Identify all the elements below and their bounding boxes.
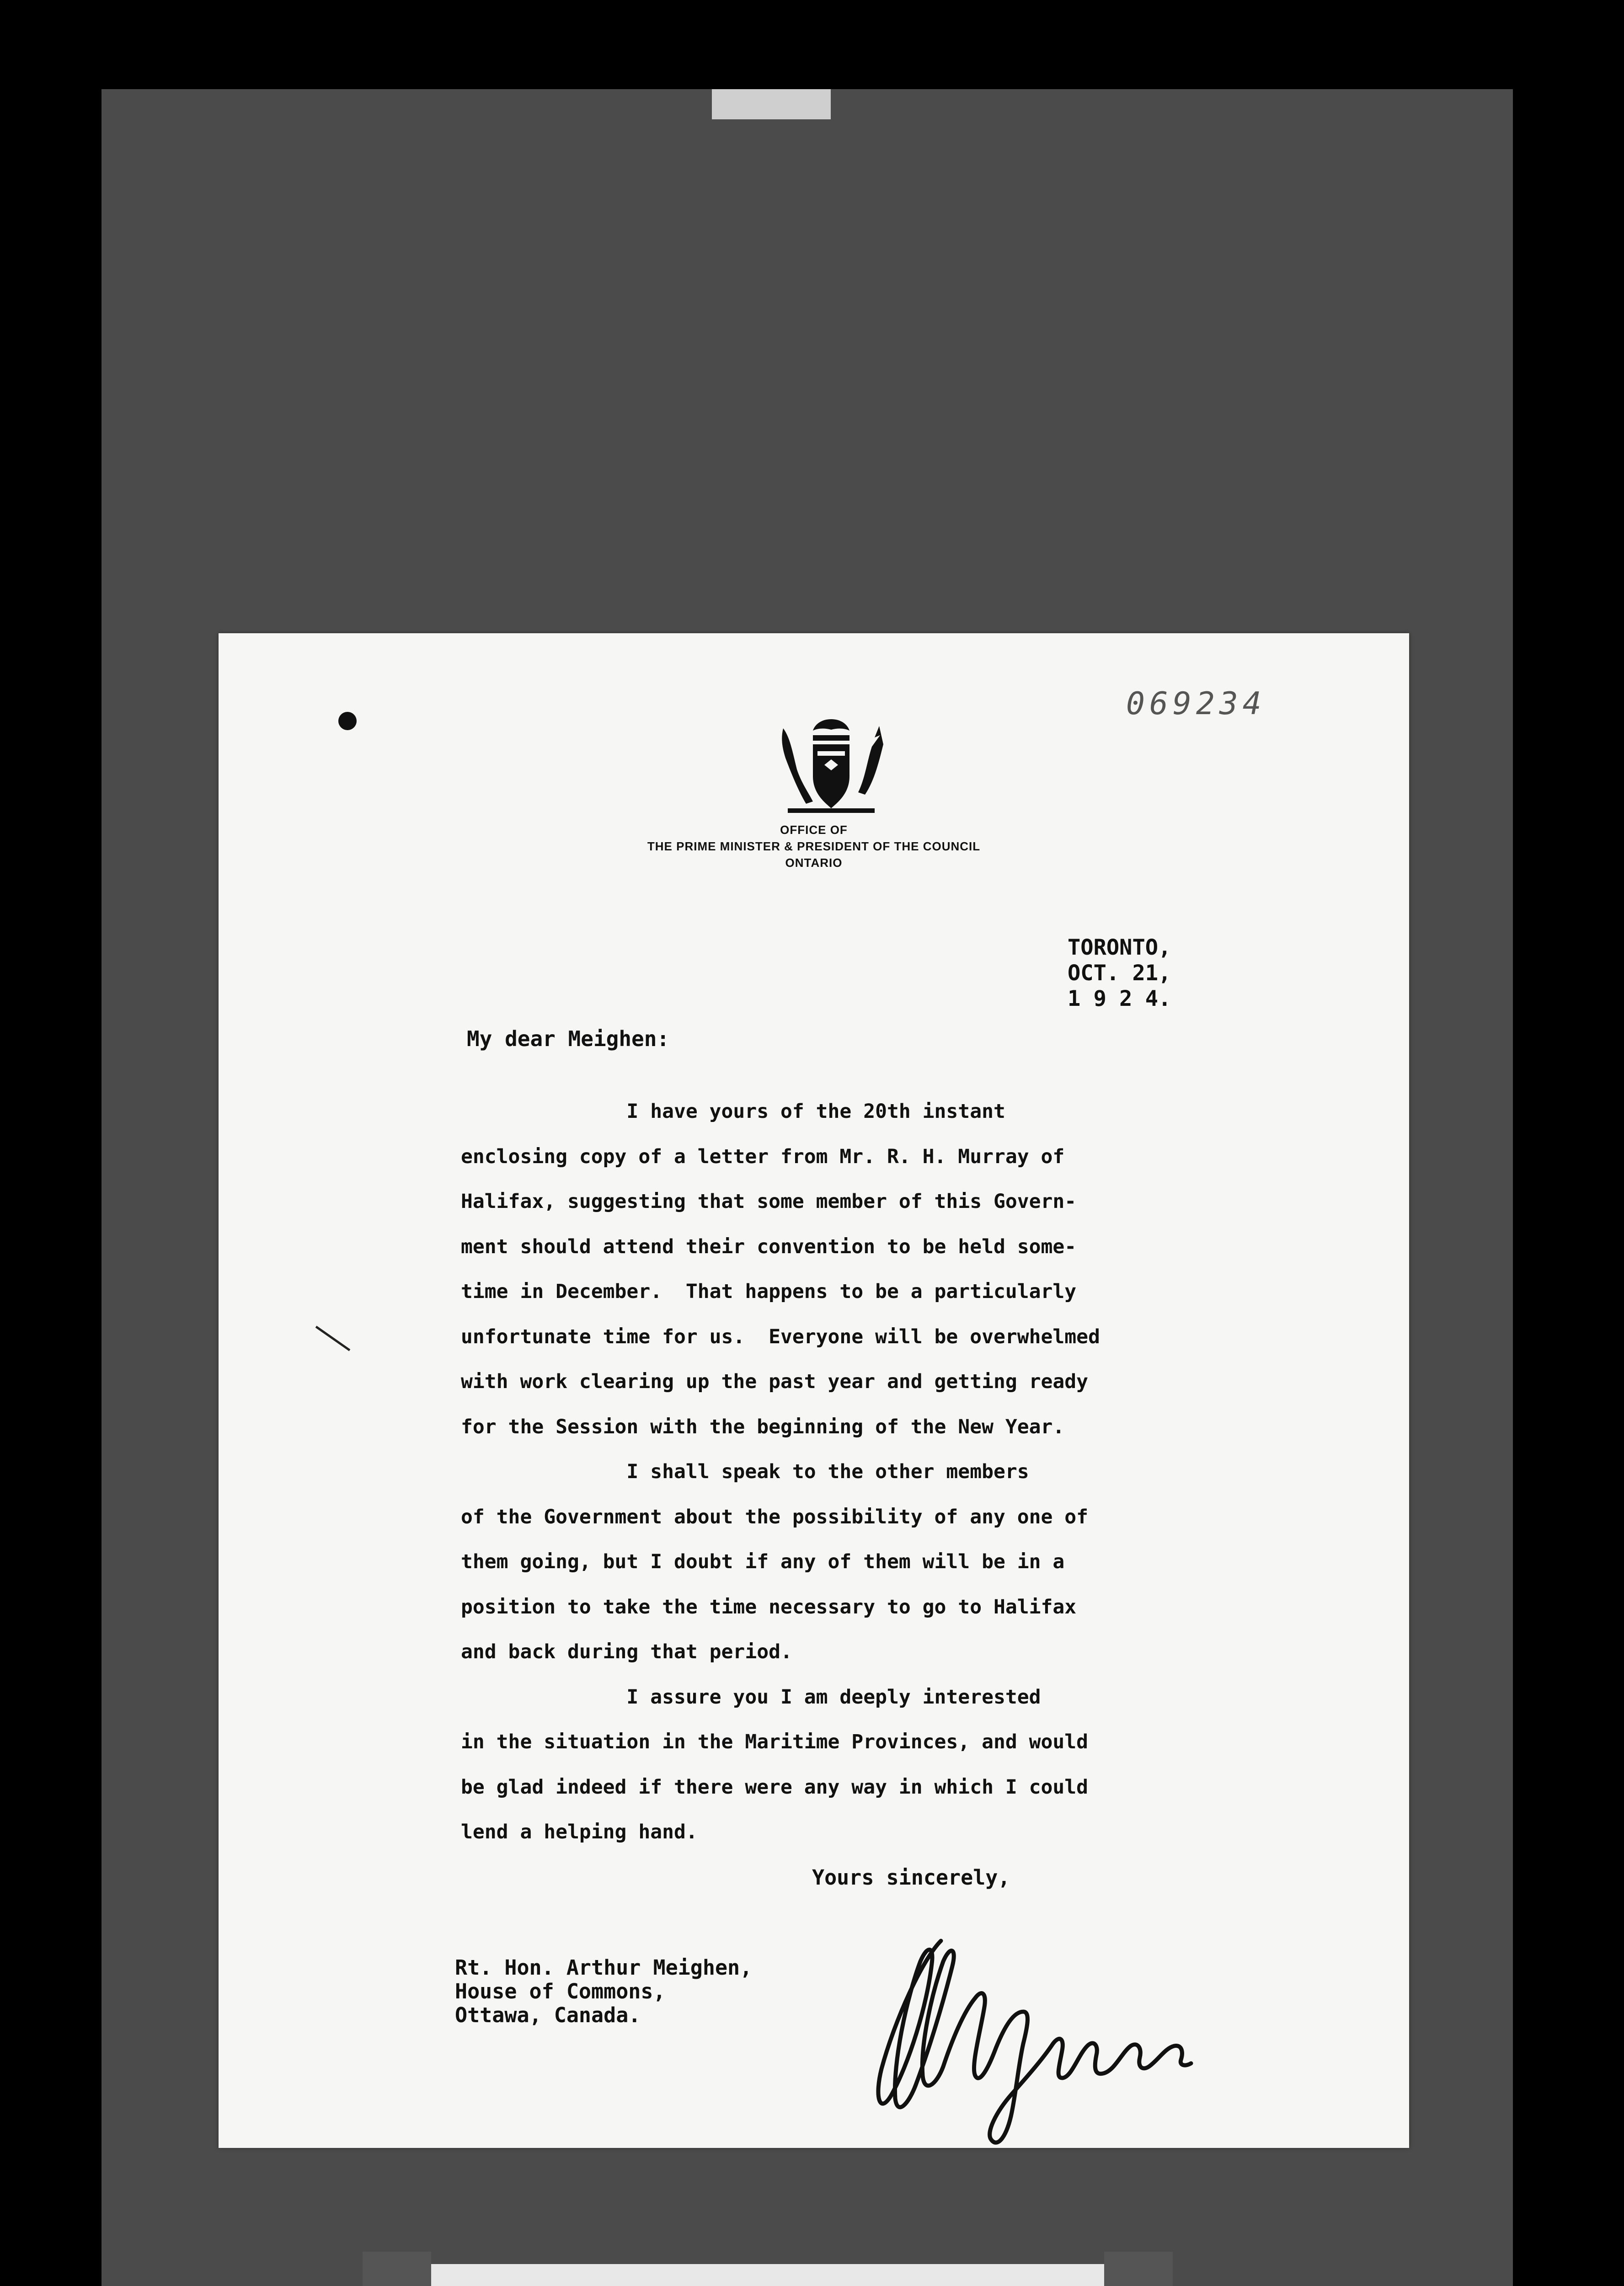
body-line: I assure you I am deeply interested	[461, 1685, 1041, 1709]
handwritten-signature	[831, 1909, 1311, 2147]
mount-clip-left	[363, 2252, 431, 2286]
body-line: in the situation in the Maritime Provinces, and would	[461, 1731, 1089, 1753]
body-line: Halifax, suggesting that some member of this Govern-	[461, 1190, 1077, 1213]
body-line: enclosing copy of a letter from Mr. R. H. Murray of	[461, 1145, 1065, 1168]
body-line: for the Session with the beginning of the New Year.	[461, 1415, 1065, 1438]
body-line: I have yours of the 20th instant	[461, 1100, 1005, 1123]
mount-clip-right	[1104, 2252, 1173, 2286]
body-line: of the Government about the possibility of any one of	[461, 1505, 1089, 1528]
body-line: unfortunate time for us. Everyone will be overwhelmed	[461, 1325, 1100, 1348]
series-label-strip	[431, 2264, 1104, 2286]
date-block	[1068, 935, 1171, 1012]
coat-of-arms-icon	[769, 715, 893, 820]
body-line: with work clearing up the past year and getting ready	[461, 1370, 1089, 1393]
letter-page	[219, 633, 1409, 2148]
address-line: Ottawa, Canada.	[455, 2003, 641, 2027]
archive-number-stamp: 069234	[1126, 686, 1266, 722]
place: TORONTO,	[1068, 935, 1171, 960]
body-line: and back during that period.	[461, 1640, 792, 1663]
body-line: ment should attend their convention to be held some-	[461, 1235, 1077, 1258]
year-line: 1 9 2 4.	[1068, 986, 1171, 1011]
hole-punch-mark	[338, 712, 357, 730]
body-line: position to take the time necessary to go to Halifax	[461, 1595, 1077, 1618]
letterhead-title: THE PRIME MINISTER & PRESIDENT OF THE COUNCIL	[647, 839, 981, 853]
body-line: time in December. That happens to be a particularly	[461, 1280, 1077, 1303]
closing: Yours sincerely,	[812, 1865, 1010, 1890]
body-line: lend a helping hand.	[461, 1821, 698, 1843]
letterhead-office-of: OFFICE OF	[780, 823, 848, 837]
body-line: be glad indeed if there were any way in which I could	[461, 1775, 1089, 1799]
letter-body	[461, 1089, 1174, 1855]
address-line: House of Commons,	[455, 1979, 666, 2003]
salutation: My dear Meighen:	[467, 1026, 670, 1051]
body-line: I shall speak to the other members	[461, 1460, 1029, 1483]
address-line: Rt. Hon. Arthur Meighen,	[455, 1955, 753, 1980]
letterhead-province: ONTARIO	[785, 856, 843, 870]
body-line: them going, but I doubt if any of them will be in a	[461, 1550, 1065, 1573]
recipient-address	[455, 1956, 752, 2027]
date-line: OCT. 21,	[1068, 961, 1171, 986]
pencil-tick-mark	[315, 1326, 351, 1351]
mount-tab	[712, 89, 831, 119]
